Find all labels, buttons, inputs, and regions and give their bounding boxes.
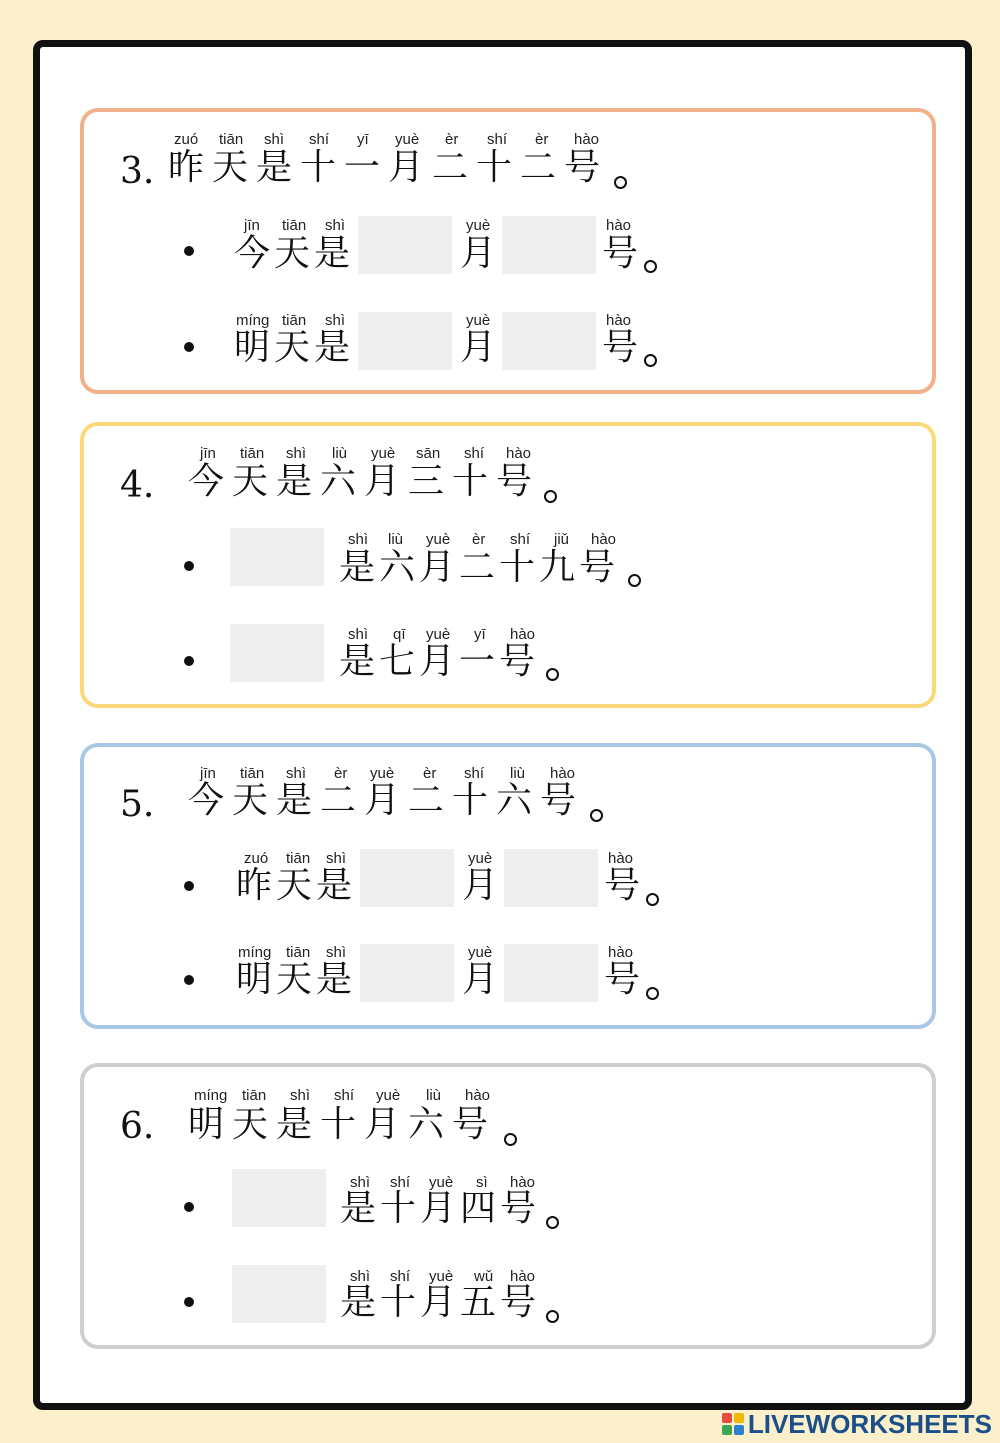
- pinyin: shì: [264, 131, 285, 148]
- pinyin: tiān: [286, 944, 311, 961]
- day-word-answer-box[interactable]: [232, 1169, 326, 1227]
- pinyin: yuè: [468, 944, 493, 961]
- question-3-card: [80, 108, 936, 394]
- month-char: 月: [462, 865, 499, 906]
- pinyin: liù: [426, 1087, 442, 1104]
- month-answer-box[interactable]: [358, 312, 452, 370]
- bullet-sentence: 是十月四号: [340, 1188, 541, 1229]
- bullet-text-prefix: 明天是: [234, 327, 355, 368]
- pinyin: tiān: [282, 312, 307, 329]
- worksheet-page: [33, 40, 972, 1410]
- question-number: 4.: [120, 465, 155, 506]
- pinyin: shí: [309, 131, 330, 148]
- sentence-period: [644, 260, 657, 273]
- pinyin: èr: [445, 131, 459, 148]
- bullet-dot: [184, 1297, 194, 1307]
- month-answer-box[interactable]: [358, 216, 452, 274]
- pinyin: shì: [325, 312, 346, 329]
- pinyin: qī: [393, 626, 406, 643]
- question-5-card: [80, 743, 936, 1029]
- sentence-period: [646, 987, 659, 1000]
- pinyin: yuè: [376, 1087, 401, 1104]
- day-char: 号: [604, 865, 641, 906]
- pinyin: tiān: [242, 1087, 267, 1104]
- pinyin: tiān: [219, 131, 244, 148]
- pinyin: shì: [286, 765, 307, 782]
- sentence-period: [646, 893, 659, 906]
- pinyin: sì: [476, 1174, 488, 1191]
- sentence-period: [628, 574, 641, 587]
- pinyin: sān: [416, 445, 441, 462]
- pinyin: shí: [390, 1174, 411, 1191]
- pinyin: shì: [326, 944, 347, 961]
- day-char: 号: [604, 959, 641, 1000]
- question-6-card: [80, 1063, 936, 1349]
- sentence-period: [546, 1216, 559, 1229]
- pinyin: yī: [474, 626, 486, 643]
- day-answer-box[interactable]: [502, 216, 596, 274]
- pinyin: jiǔ: [554, 531, 570, 548]
- pinyin: yuè: [429, 1268, 454, 1285]
- pinyin: yuè: [466, 217, 491, 234]
- pinyin: shí: [464, 765, 485, 782]
- pinyin: míng: [238, 944, 272, 961]
- question-number: 6.: [120, 1106, 155, 1147]
- pinyin: shì: [286, 445, 307, 462]
- question-number: 5.: [120, 784, 155, 825]
- pinyin: hào: [465, 1087, 491, 1104]
- pinyin: liù: [332, 445, 348, 462]
- bullet-text-prefix: 明天是: [236, 959, 357, 1000]
- pinyin: liù: [510, 765, 526, 782]
- day-char: 号: [602, 233, 639, 274]
- pinyin: yuè: [466, 312, 491, 329]
- pinyin: míng: [194, 1087, 228, 1104]
- day-char: 号: [602, 327, 639, 368]
- sentence-period: [504, 1133, 517, 1146]
- pinyin: hào: [591, 531, 617, 548]
- bullet-dot: [184, 656, 194, 666]
- month-char: 月: [460, 233, 497, 274]
- pinyin: hào: [550, 765, 576, 782]
- pinyin: shí: [464, 445, 485, 462]
- sentence-period: [614, 176, 627, 189]
- pinyin: jīn: [244, 217, 260, 234]
- day-answer-box[interactable]: [502, 312, 596, 370]
- bullet-sentence: 是十月五号: [340, 1282, 541, 1323]
- pinyin: tiān: [282, 217, 307, 234]
- pinyin: zuó: [244, 850, 269, 867]
- pinyin: shí: [390, 1268, 411, 1285]
- liveworksheets-brand[interactable]: [722, 1409, 992, 1439]
- day-word-answer-box[interactable]: [230, 528, 324, 586]
- bullet-dot: [184, 975, 194, 985]
- question-sentence: 昨天是十一月二十二号: [168, 147, 609, 188]
- pinyin: hào: [606, 217, 632, 234]
- bullet-sentence: 是六月二十九号: [339, 547, 620, 588]
- month-char: 月: [460, 327, 497, 368]
- liveworksheets-logo-icon: [722, 1413, 744, 1435]
- pinyin: shí: [510, 531, 531, 548]
- pinyin: shì: [350, 1174, 371, 1191]
- pinyin: hào: [606, 312, 632, 329]
- question-number: 3.: [120, 151, 155, 192]
- bullet-text-prefix: 昨天是: [236, 865, 357, 906]
- pinyin: yuè: [426, 626, 451, 643]
- bullet-dot: [184, 561, 194, 571]
- day-answer-box[interactable]: [504, 849, 598, 907]
- pinyin: èr: [423, 765, 437, 782]
- sentence-period: [546, 1310, 559, 1323]
- pinyin: míng: [236, 312, 270, 329]
- bullet-dot: [184, 342, 194, 352]
- pinyin: hào: [608, 944, 634, 961]
- pinyin: hào: [506, 445, 532, 462]
- pinyin: yuè: [370, 765, 395, 782]
- pinyin: èr: [472, 531, 486, 548]
- pinyin: shì: [350, 1268, 371, 1285]
- pinyin: yuè: [395, 131, 420, 148]
- month-char: 月: [462, 959, 499, 1000]
- pinyin: hào: [510, 1174, 536, 1191]
- month-answer-box[interactable]: [360, 849, 454, 907]
- pinyin: hào: [510, 1268, 536, 1285]
- day-answer-box[interactable]: [504, 944, 598, 1002]
- sentence-period: [644, 354, 657, 367]
- pinyin: wǔ: [474, 1268, 494, 1285]
- pinyin: shí: [334, 1087, 355, 1104]
- pinyin: hào: [608, 850, 634, 867]
- bullet-dot: [184, 1202, 194, 1212]
- pinyin: yuè: [468, 850, 493, 867]
- question-sentence: 今天是二月二十六号: [188, 780, 585, 821]
- pinyin: jīn: [200, 445, 216, 462]
- day-word-answer-box[interactable]: [230, 624, 324, 682]
- pinyin: tiān: [286, 850, 311, 867]
- pinyin: yuè: [429, 1174, 454, 1191]
- bullet-dot: [184, 881, 194, 891]
- question-sentence: 明天是十月六号: [188, 1104, 497, 1145]
- pinyin: yuè: [426, 531, 451, 548]
- pinyin: yī: [357, 131, 369, 148]
- pinyin: shì: [326, 850, 347, 867]
- sentence-period: [544, 490, 557, 503]
- pinyin: tiān: [240, 445, 265, 462]
- pinyin: èr: [535, 131, 549, 148]
- pinyin: shì: [325, 217, 346, 234]
- pinyin: shì: [348, 626, 369, 643]
- bullet-dot: [184, 246, 194, 256]
- question-4-card: [80, 422, 936, 708]
- day-word-answer-box[interactable]: [232, 1265, 326, 1323]
- sentence-period: [546, 668, 559, 681]
- month-answer-box[interactable]: [360, 944, 454, 1002]
- pinyin: jīn: [200, 765, 216, 782]
- bullet-text-prefix: 今天是: [234, 233, 355, 274]
- pinyin: shì: [290, 1087, 311, 1104]
- pinyin: liù: [388, 531, 404, 548]
- pinyin: zuó: [174, 131, 199, 148]
- pinyin: shí: [487, 131, 508, 148]
- pinyin: yuè: [371, 445, 396, 462]
- brand-name: LIVEWORKSHEETS: [747, 1408, 992, 1439]
- pinyin: hào: [510, 626, 536, 643]
- pinyin: tiān: [240, 765, 265, 782]
- question-sentence: 今天是六月三十号: [188, 461, 541, 502]
- sentence-period: [590, 809, 603, 822]
- pinyin: shì: [348, 531, 369, 548]
- bullet-sentence: 是七月一号: [339, 641, 540, 682]
- pinyin: hào: [574, 131, 600, 148]
- pinyin: èr: [334, 765, 348, 782]
